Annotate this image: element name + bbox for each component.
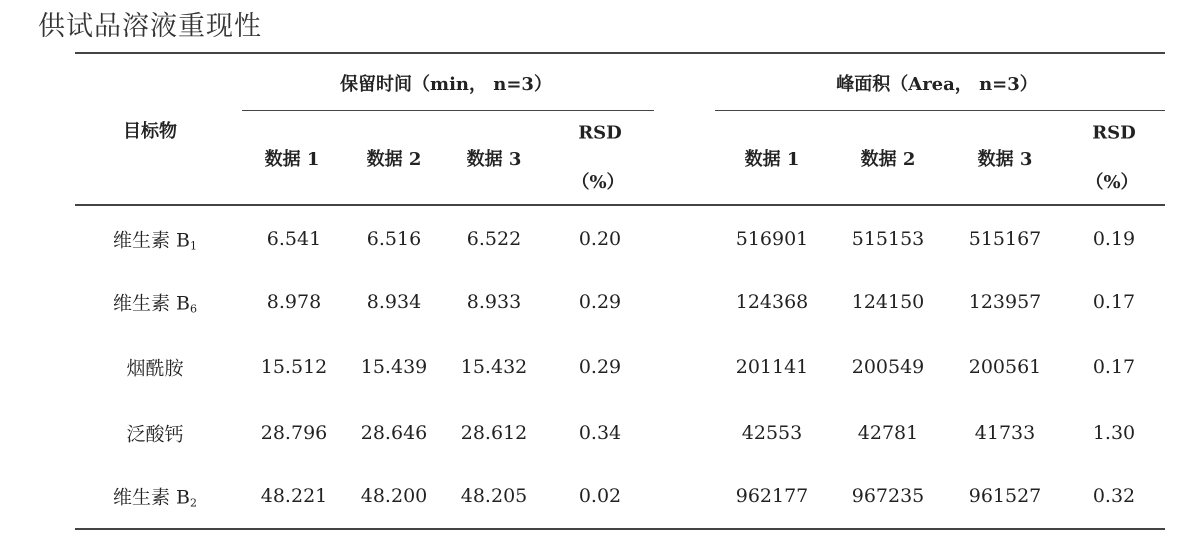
retention-value-cell: 48.221	[260, 485, 328, 507]
row-compound-name	[113, 483, 197, 510]
retention-value-cell: 48.205	[460, 485, 528, 507]
area-rsd-cell: 0.17	[1092, 291, 1136, 313]
area-value-cell: 961527	[968, 485, 1042, 507]
retention-value-cell: 15.439	[360, 356, 428, 378]
area-rsd-cell: 0.19	[1092, 228, 1136, 250]
retention-value-cell: 28.796	[260, 422, 328, 444]
area-value-cell: 515153	[851, 228, 925, 250]
area-data2-header: 数据 2	[860, 149, 916, 170]
area-group-rule	[715, 110, 1165, 111]
area-value-cell: 967235	[851, 485, 925, 507]
area-value-cell: 962177	[735, 485, 809, 507]
ret-data2-header: 数据 2	[366, 149, 422, 170]
target-header: 目标物	[123, 121, 177, 142]
area-value-cell: 124150	[851, 291, 925, 313]
retention-value-cell: 48.200	[360, 485, 428, 507]
retention-group-rule	[242, 110, 654, 111]
retention-value-cell: 8.934	[366, 291, 422, 313]
row-compound-name	[113, 226, 197, 253]
compound-name-text: 烟酰胺	[126, 357, 184, 380]
area-value-cell: 200549	[851, 356, 925, 378]
ret-data1-header: 数据 1	[264, 149, 320, 170]
retention-value-cell: 28.612	[460, 422, 528, 444]
compound-subscript: 6	[190, 302, 198, 316]
retention-value-cell: 6.522	[466, 228, 522, 250]
retention-value-cell: 8.978	[266, 291, 322, 313]
ret-data3-header: 数据 3	[466, 149, 522, 170]
area-value-cell: 201141	[735, 356, 809, 378]
retention-value-cell: 6.516	[366, 228, 422, 250]
retention-value-cell: 15.432	[460, 356, 528, 378]
ret-rsd-header: RSD	[578, 122, 622, 144]
ret-rsd-unit: （%）	[571, 172, 625, 193]
area-value-cell: 200561	[968, 356, 1042, 378]
retention-group-header: 保留时间（min， n=3）	[340, 74, 552, 95]
area-value-cell: 41733	[974, 422, 1036, 444]
area-data1-header: 数据 1	[744, 149, 800, 170]
table-top-rule	[75, 52, 1165, 54]
row-compound-name	[126, 420, 183, 447]
area-value-cell: 42553	[741, 422, 803, 444]
compound-name-text: 维生素 B	[112, 292, 191, 315]
compound-subscript: 1	[190, 239, 198, 253]
area-value-cell: 42781	[857, 422, 919, 444]
retention-rsd-cell: 0.02	[578, 485, 622, 507]
compound-subscript: 2	[190, 496, 198, 510]
retention-value-cell: 15.512	[260, 356, 328, 378]
area-data3-header: 数据 3	[977, 149, 1033, 170]
area-group-header: 峰面积（Area， n=3）	[836, 74, 1038, 95]
area-rsd-cell: 0.32	[1092, 485, 1136, 507]
retention-value-cell: 28.646	[360, 422, 428, 444]
row-compound-name	[113, 289, 197, 316]
retention-value-cell: 6.541	[266, 228, 322, 250]
retention-rsd-cell: 0.34	[578, 422, 622, 444]
row-compound-name	[126, 354, 183, 381]
retention-rsd-cell: 0.29	[578, 356, 622, 378]
compound-name-text: 维生素 B	[112, 229, 191, 252]
area-value-cell: 516901	[735, 228, 809, 250]
table-bottom-rule	[75, 528, 1165, 530]
area-rsd-cell: 1.30	[1092, 422, 1136, 444]
retention-rsd-cell: 0.20	[578, 228, 622, 250]
area-value-cell: 123957	[968, 291, 1042, 313]
header-bottom-rule	[75, 204, 1165, 206]
area-value-cell: 124368	[735, 291, 809, 313]
retention-value-cell: 8.933	[466, 291, 522, 313]
area-rsd-cell: 0.17	[1092, 356, 1136, 378]
area-rsd-header: RSD	[1092, 122, 1136, 144]
retention-rsd-cell: 0.29	[578, 291, 622, 313]
area-rsd-unit: （%）	[1085, 172, 1139, 193]
compound-name-text: 泛酸钙	[126, 423, 184, 446]
area-value-cell: 515167	[968, 228, 1042, 250]
page-title: 供试品溶液重现性	[38, 11, 262, 42]
compound-name-text: 维生素 B	[112, 486, 191, 509]
